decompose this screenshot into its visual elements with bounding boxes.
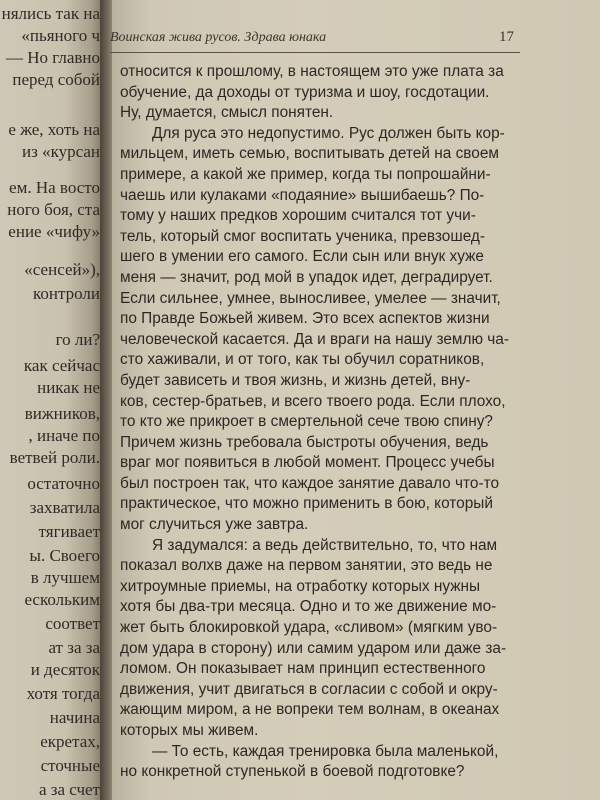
text-line: но конкретной ступенькой в боевой подготовке?: [120, 763, 465, 781]
text-line: шего в умении его самого. Если сын или внук хуже: [120, 248, 484, 266]
left-page-fragment: ат за за: [48, 638, 100, 657]
left-page-fragment: нялись так на: [1, 4, 100, 23]
left-page-fragment: захватила: [29, 498, 100, 517]
left-page-fragment: «сенсей»),: [24, 260, 100, 279]
left-page-fragment: в лучшем: [30, 568, 100, 587]
text-line: Для руса это недопустимо. Рус должен быть кор-: [152, 124, 505, 142]
left-page-fragment: ы. Своего: [29, 546, 100, 565]
left-page-fragment: ескольким: [24, 590, 100, 609]
text-line: Я задумался: а ведь действительно, то, что нам: [152, 536, 498, 554]
left-page: [0, 0, 108, 800]
left-page-fragment: перед собой: [12, 70, 100, 89]
text-line: относится к прошлому, в настоящем это уже плата за: [120, 63, 504, 80]
text-line: враг мог появиться в любой момент. Процесс учебы: [120, 454, 495, 472]
page-number: 17: [499, 29, 514, 45]
header-rule: [110, 52, 520, 53]
left-page-fragment: вижников,: [24, 404, 100, 423]
left-page-fragment: ем. На восто: [9, 178, 100, 197]
text-line: Если сильнее, умнее, выносливее, умелее — значит,: [120, 289, 501, 307]
text-line: будет зависеть и твоя жизнь, и жизнь детей, вну-: [120, 371, 471, 389]
left-page-fragment: — Но главно: [5, 48, 100, 67]
text-line: по Правде Божьей живем. Это всех аспектов жизни: [120, 310, 490, 328]
left-page-fragment: а за счет: [38, 780, 100, 799]
text-line: меня — значит, род мой в упадок идет, деградирует.: [120, 268, 493, 286]
text-line: движения, учит двигаться в согласии с собой и окру-: [120, 680, 498, 698]
left-page-fragment: ение «чифу»: [8, 222, 100, 241]
text-line: показал волхв даже на первом занятии, это ведь не: [120, 557, 493, 575]
text-line: мог случиться уже завтра.: [120, 516, 309, 534]
left-page-fragment: начина: [49, 708, 100, 727]
text-line: был построен так, что каждое занятие давало что-то: [120, 474, 500, 492]
text-line: дом удара в сторону) или самим ударом или даже за-: [120, 639, 507, 657]
left-page-fragment: е же, хоть на: [8, 120, 100, 139]
left-page-fragment: соответ: [45, 614, 100, 633]
text-line: хотя бы два-три месяца. Однo и то же движение мо-: [120, 598, 497, 616]
left-page-fragment: го ли?: [55, 330, 100, 349]
text-line: сто хаживали, и от того, как ты обучил соратников,: [120, 351, 485, 369]
text-line: примере, а какой же пример, когда ты попрошайни-: [120, 165, 491, 183]
left-page-fragment: «пьяного ч: [21, 26, 100, 45]
text-line: практическое, что можно применить в бою, который: [120, 495, 493, 513]
left-page-fragment: хотя тогда: [26, 684, 100, 703]
left-page-fragment: ветвей роли.: [9, 448, 100, 467]
text-line: то кто же прикроет в смертельной сече твою спину?: [120, 413, 493, 431]
left-page-fragment: из «курсан: [22, 142, 100, 161]
left-page-fragment: сточные: [40, 756, 100, 775]
text-line: ломом. Он показывает нам принцип естественного: [120, 660, 486, 678]
text-line: тель, который смог воспитать ученика, превзошед-: [120, 227, 486, 245]
page-header: [110, 30, 520, 52]
text-line: хитроумные приемы, на отработку которых нужны: [120, 577, 481, 595]
text-line: мильцем, иметь семью, воспитывать детей на своем: [120, 145, 499, 163]
text-line: которых мы живем.: [120, 722, 259, 739]
text-line: обучение, да доходы от туризма и шоу, госдотации.: [120, 83, 490, 101]
text-line: ков, сестер-братьев, и всего твоего рода. Если плохо,: [120, 392, 506, 410]
text-line: человеческой касается. Да и враги на нашу землю ча-: [120, 330, 509, 348]
text-line: тому у наших предков хорошим считался тот учи-: [120, 207, 476, 225]
left-page-fragment: ного боя, ста: [7, 200, 100, 219]
text-line: чаешь или кулаками «подаяние» вышибаешь? По-: [120, 186, 485, 204]
left-page-fragment: , иначе по: [28, 426, 100, 445]
page-body-text: [120, 62, 530, 783]
text-line: жающим миром, а не вопреки тем волнам, в океанах: [120, 701, 500, 719]
left-page-fragment: контроли: [33, 284, 100, 303]
text-line: Причем жизнь требовала быстроты обучения, ведь: [120, 433, 489, 451]
left-page-fragment: остаточно: [27, 474, 100, 493]
left-page-fragment: тягивает: [38, 522, 100, 541]
text-line: Ну, думается, смысл понятен.: [120, 104, 334, 122]
text-line: жет быть блокировкой удара, «сливом» (мягким уво-: [120, 619, 498, 637]
left-page-fragment: и десяток: [30, 660, 100, 679]
running-head: Воинская жива русов. Здрава юнака: [110, 30, 327, 45]
left-page-fragment: екретах,: [40, 732, 100, 751]
left-page-fragment: никак не: [37, 378, 100, 397]
text-line: — То есть, каждая тренировка была маленькой,: [152, 742, 499, 760]
left-page-fragment: как сейчас: [23, 356, 100, 375]
